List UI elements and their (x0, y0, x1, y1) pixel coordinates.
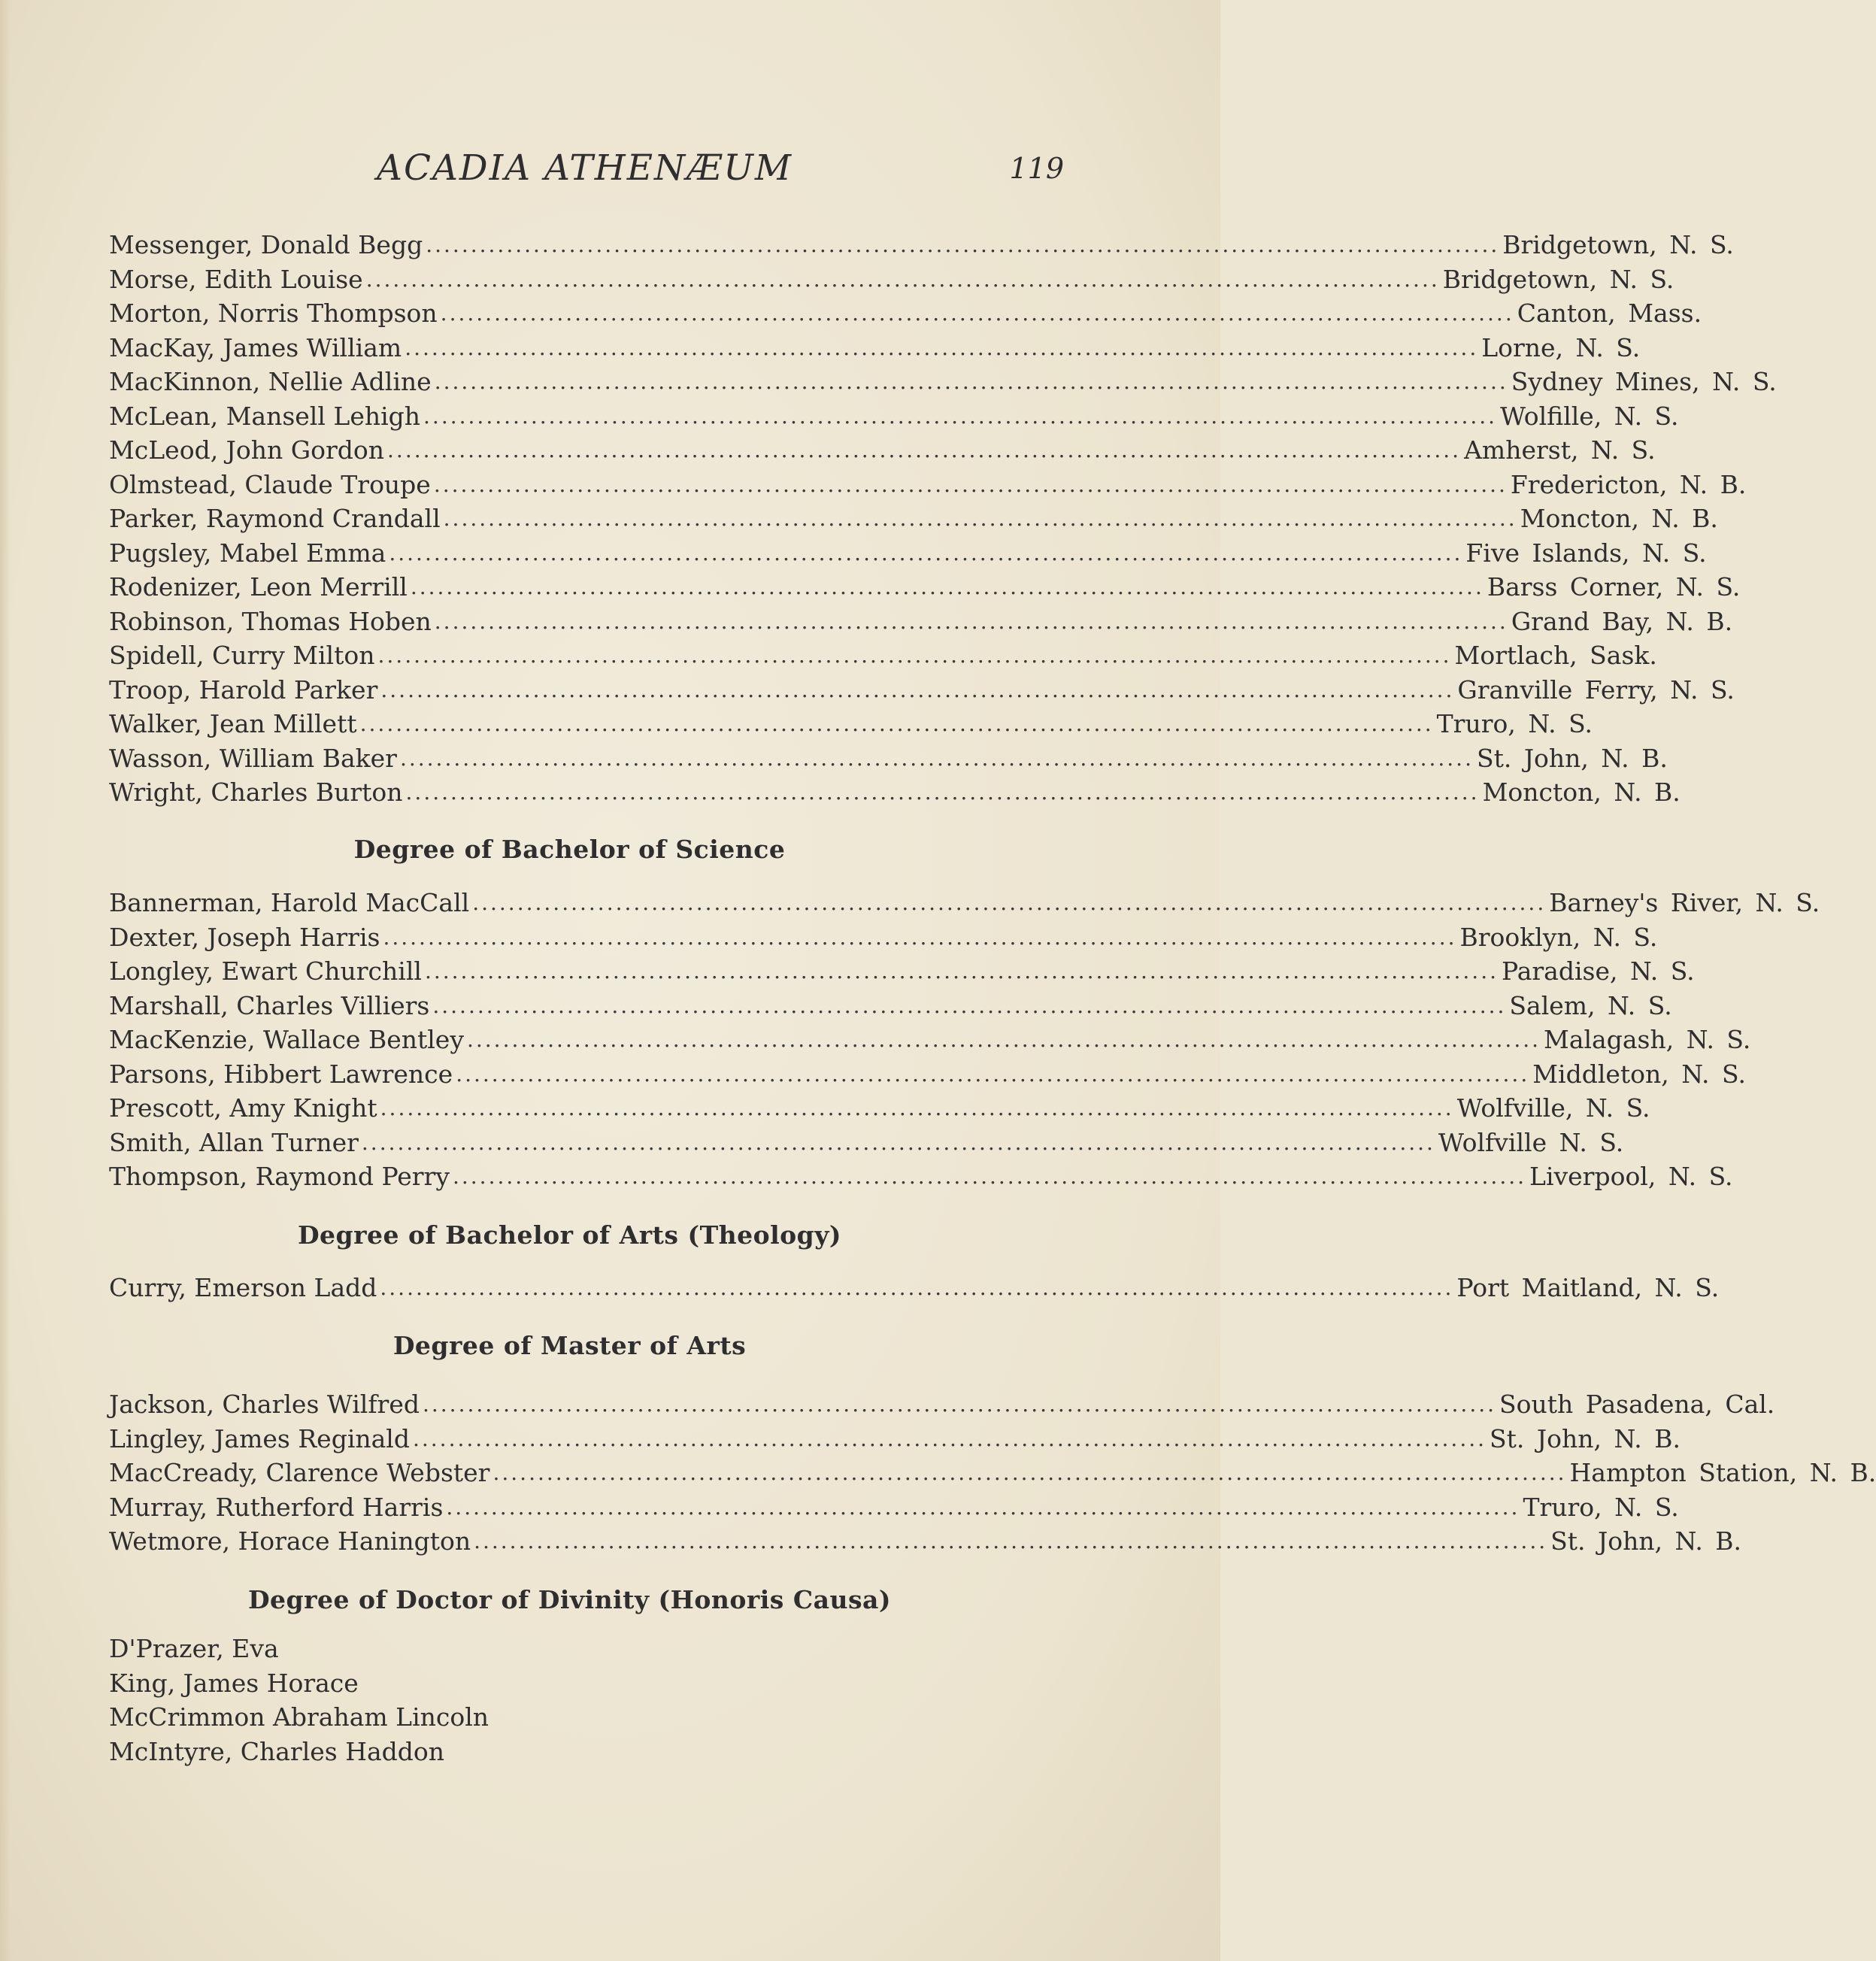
page-number: 119 (1009, 152, 1064, 185)
list-item: MacKinnon, Nellie Adline ........................................................................................................................ Sydney Mines, N. S. (109, 367, 1777, 397)
list-item: Morton, Norris Thompson ........................................................................................................................ Canton, Mass. (109, 299, 1702, 329)
list-item: Morse, Edith Louise ........................................................................................................................ Bridgetown, N. S. (109, 264, 1674, 294)
list-item: Olmstead, Claude Troupe ........................................................................................................................ Fredericton, N. B. (109, 469, 1747, 499)
list-item: Thompson, Raymond Perry ........................................................................................................................ Liverpool, N. S. (109, 1162, 1733, 1192)
list-item: Rodenizer, Leon Merrill ........................................................................................................................ Barss Corner, N. S. (109, 572, 1741, 602)
list-item: Lingley, James Reginald ........................................................................................................................ St. John, N. B. (109, 1423, 1681, 1453)
list-item: Spidell, Curry Milton ........................................................................................................................ Mortlach, Sask. (109, 641, 1657, 671)
list-item: Messenger, Donald Begg ........................................................................................................................ Bridgetown, N. S. (109, 230, 1734, 260)
list-item: Dexter, Joseph Harris ........................................................................................................................ Brooklyn, N. S. (109, 922, 1658, 952)
list-item: McLeod, John Gordon ........................................................................................................................ Amherst, N. S. (109, 435, 1656, 465)
list-item: Longley, Ewart Churchill ........................................................................................................................ Paradise, N. S. (109, 956, 1695, 987)
list-item: Jackson, Charles Wilfred ........................................................................................................................ South Pasadena, Cal. (109, 1390, 1775, 1420)
master-arts-list (109, 1387, 1876, 1559)
list-item: MacKay, James William ........................................................................................................................ Lorne, N. S. (109, 332, 1641, 362)
list-item: Smith, Allan Turner ........................................................................................................................ Wolfville N. S. (109, 1127, 1624, 1157)
page-edge-shadow (0, 0, 11, 1961)
doctor-divinity-list (109, 1632, 1030, 1769)
list-item: Murray, Rutherford Harris ........................................................................................................................ Truro, N. S. (109, 1492, 1679, 1522)
list-item: Wetmore, Horace Hanington ........................................................................................................................ St. John, N. B. (109, 1526, 1742, 1556)
bachelor-science-list (109, 886, 1820, 1194)
list-item: Wright, Charles Burton ........................................................................................................................ Moncton, N. B. (109, 777, 1681, 808)
list-item: Wasson, William Baker ........................................................................................................................ St. John, N. B. (109, 743, 1668, 773)
list-item: Parsons, Hibbert Lawrence ........................................................................................................................ Middleton, N. S. (109, 1059, 1746, 1089)
list-item: Robinson, Thomas Hoben ........................................................................................................................ Grand Bay, N. B. (109, 606, 1733, 636)
theology-list (109, 1271, 1720, 1305)
list-item: MacCready, Clarence Webster ........................................................................................................................ Hampton Station, N. B. (109, 1458, 1876, 1488)
list-item: Prescott, Amy Knight ........................................................................................................................ Wolfville, N. S. (109, 1093, 1650, 1123)
list-item: Bannerman, Harold MacCall ........................................................................................................................ Barney's River, N. S. (109, 888, 1820, 918)
section-heading-bsc: Degree of Bachelor of Science (353, 835, 786, 864)
list-item: King, James Horace (109, 1668, 359, 1698)
running-head (105, 147, 1064, 200)
list-item: Marshall, Charles Villiers ........................................................................................................................ Salem, N. S. (109, 990, 1672, 1020)
list-item: McCrimmon Abraham Lincoln (109, 1702, 489, 1732)
list-item: D'Prazer, Eva (109, 1634, 279, 1663)
section-heading-theology: Degree of Bachelor of Arts (Theology) (297, 1220, 842, 1250)
bachelor-arts-list (109, 228, 1777, 810)
list-item: Walker, Jean Millett ........................................................................................................................ Truro, N. S. (109, 709, 1593, 739)
list-item: MacKenzie, Wallace Bentley ........................................................................................................................ Malagash, N. S. (109, 1025, 1751, 1055)
list-item: McLean, Mansell Lehigh ........................................................................................................................ Wolfille, N. S. (109, 401, 1679, 431)
journal-title: ACADIA ATHENÆUM (377, 147, 793, 189)
list-item: Parker, Raymond Crandall ........................................................................................................................ Moncton, N. B. (109, 504, 1718, 534)
list-item: Pugsley, Mabel Emma ........................................................................................................................ Five Islands, N. S. (109, 538, 1707, 568)
section-heading-dd: Degree of Doctor of Divinity (Honoris Causa) (247, 1585, 892, 1614)
list-item: McIntyre, Charles Haddon (109, 1736, 445, 1766)
list-item: Curry, Emerson Ladd ........................................................................................................................ Port Maitland, N. S. (109, 1273, 1720, 1303)
section-heading-ma: Degree of Master of Arts (392, 1331, 747, 1360)
list-item: Troop, Harold Parker ........................................................................................................................ Granville Ferry, N. S. (109, 674, 1735, 705)
